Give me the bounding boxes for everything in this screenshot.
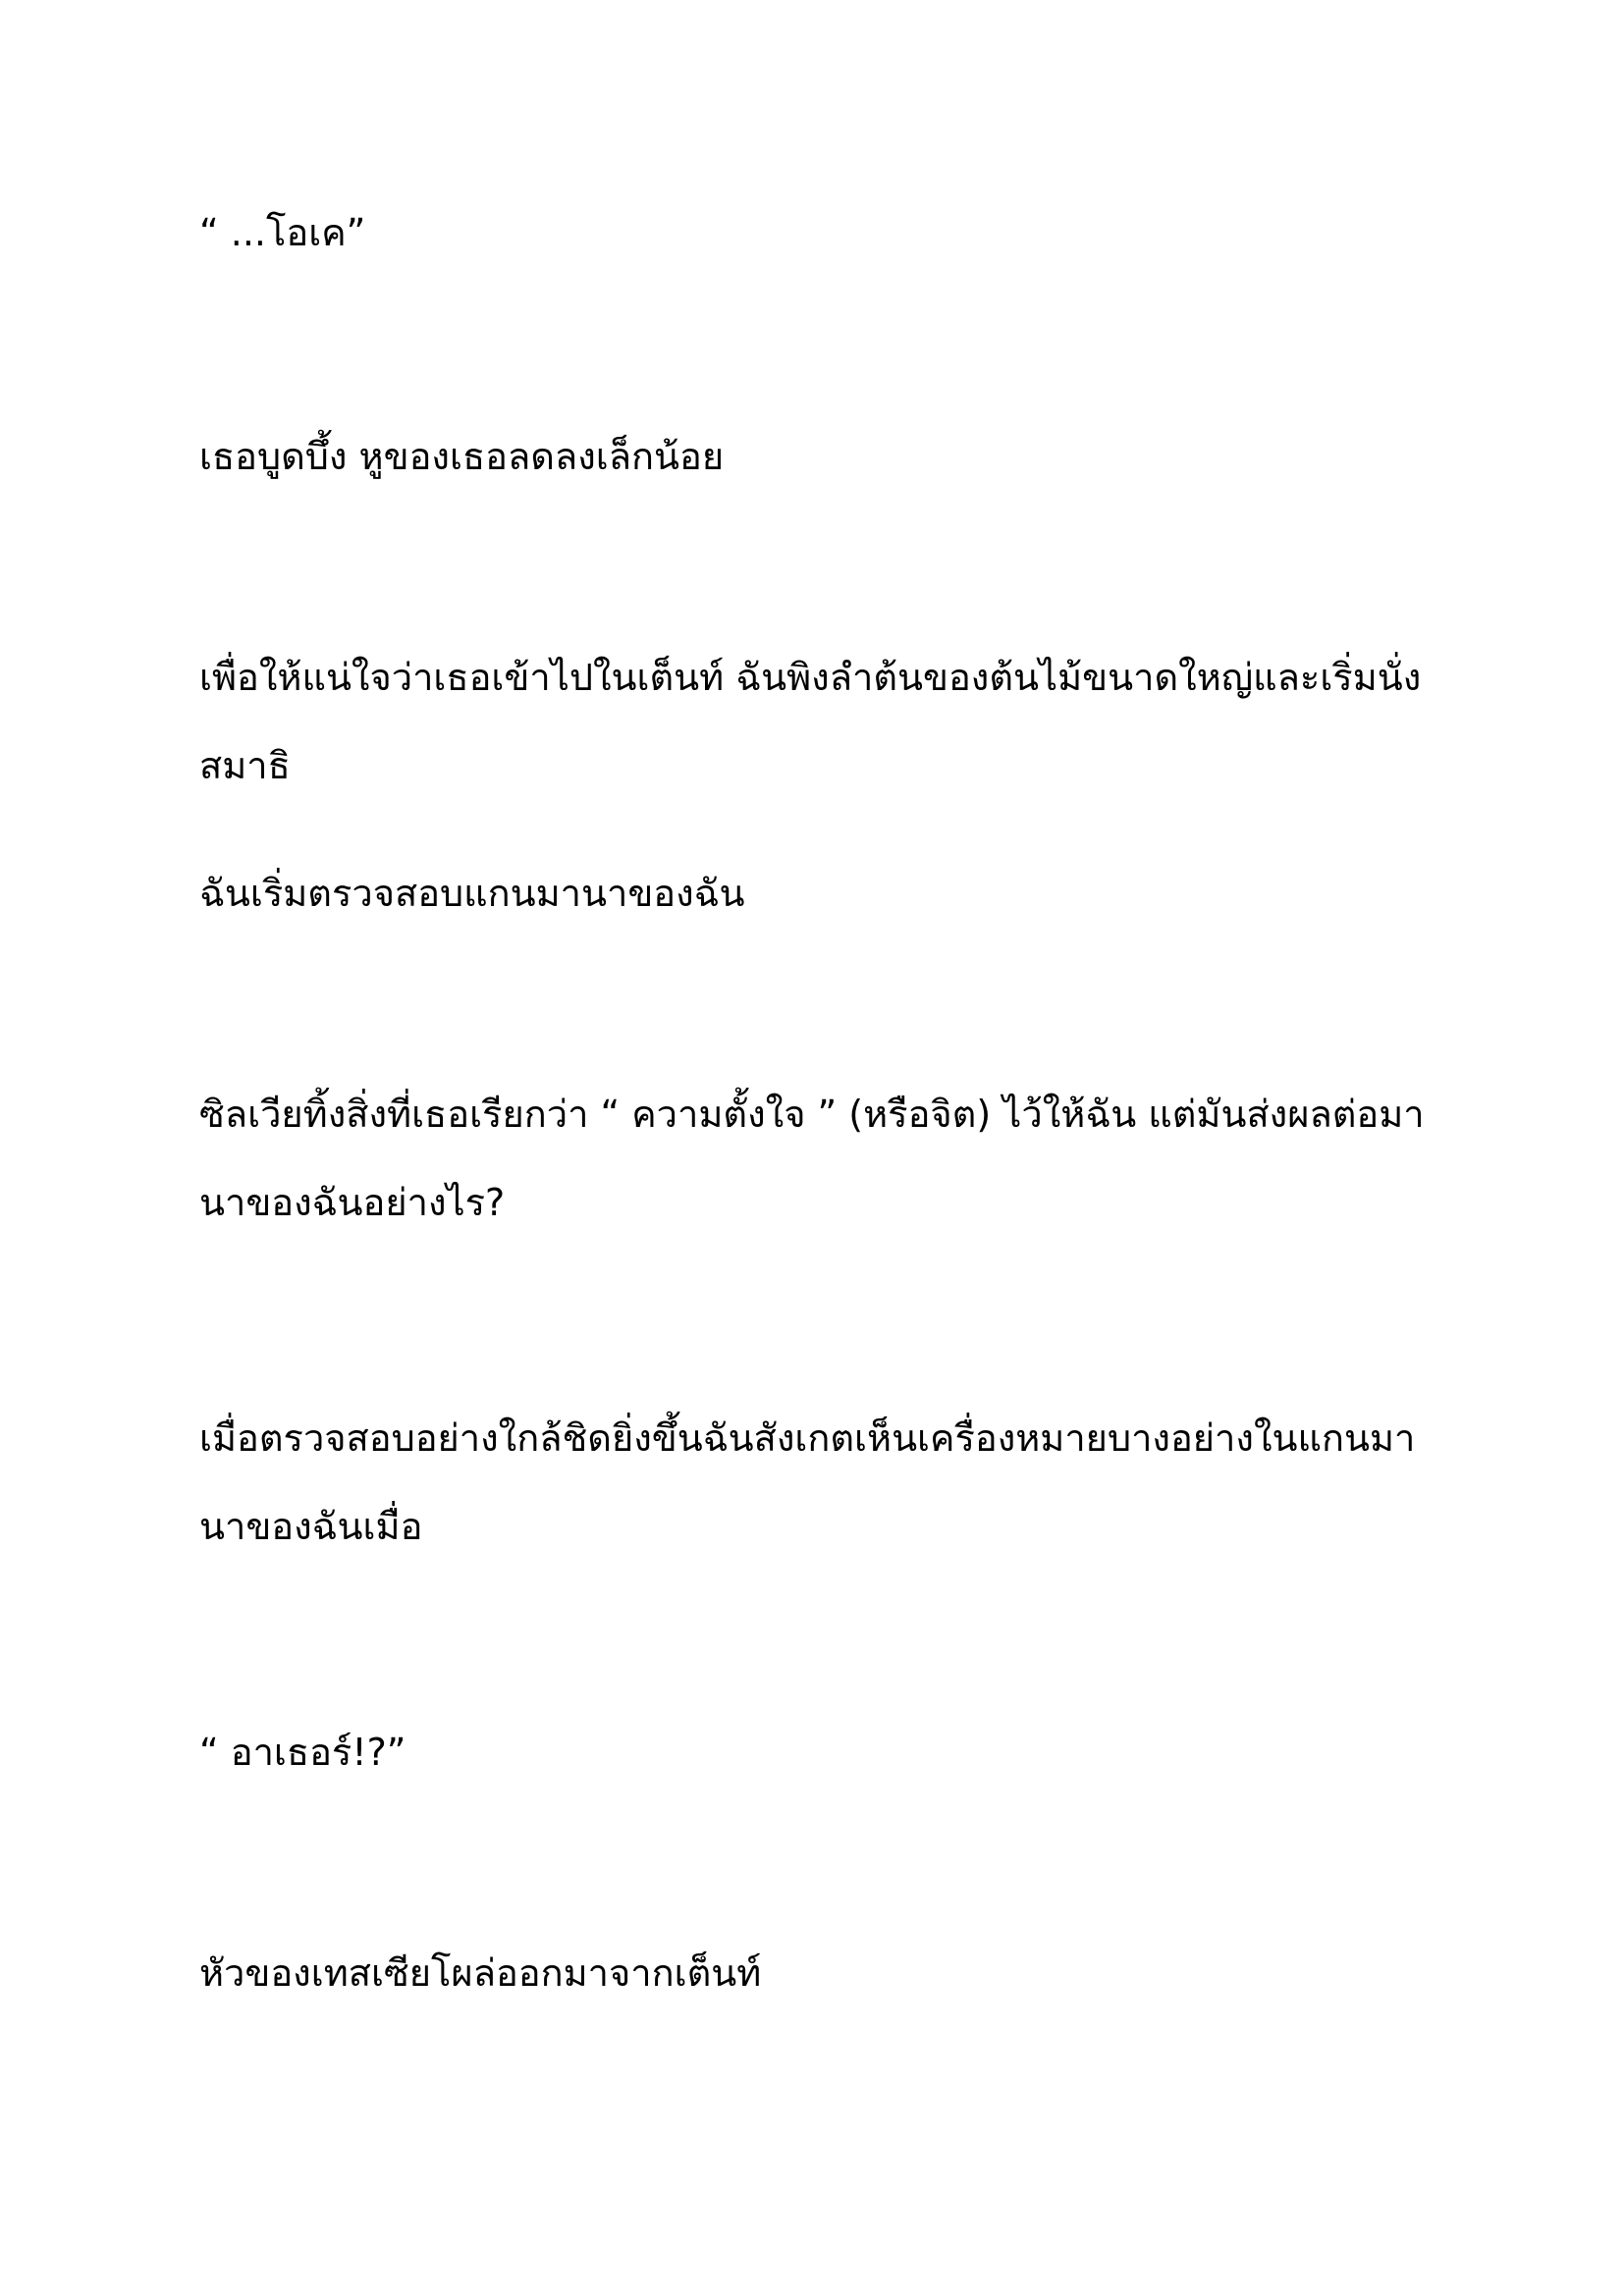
paragraph-dialogue-arthur: “ อาเธอร์!?”	[199, 1731, 406, 1774]
paragraph-tessia-head: หัวของเทสเซียโผล่ออกมาจากเต็นท์	[199, 1951, 762, 1995]
paragraph-dialogue-okay: “ ...โอเค”	[199, 211, 366, 254]
paragraph-she-pouted: เธอบูดบึ้ง หูของเธอลดลงเล็กน้อย	[199, 435, 725, 478]
paragraph-sylvia-will: ซิลเวียทิ้งสิ่งที่เธอเรียกว่า “ ความตั้งใจ ” (หรือจิต) ไว้ให้ฉัน แต่มันส่งผลต่อมานาของฉันอย่างไร?	[199, 1093, 1425, 1224]
paragraph-meditate: เพื่อให้แน่ใจว่าเธอเข้าไปในเต็นท์ ฉันพิงลำต้นของต้นไม้ขนาดใหญ่และเริ่มนั่งสมาธิ	[199, 656, 1422, 787]
paragraph-check-mana-core: ฉันเริ่มตรวจสอบแกนมานาของฉัน	[199, 872, 745, 915]
paragraph-closer-inspection: เมื่อตรวจสอบอย่างใกล้ชิดยิ่งขึ้นฉันสังเกตเห็นเครื่องหมายบางอย่างในแกนมานาของฉันเมื่อ	[199, 1416, 1416, 1548]
